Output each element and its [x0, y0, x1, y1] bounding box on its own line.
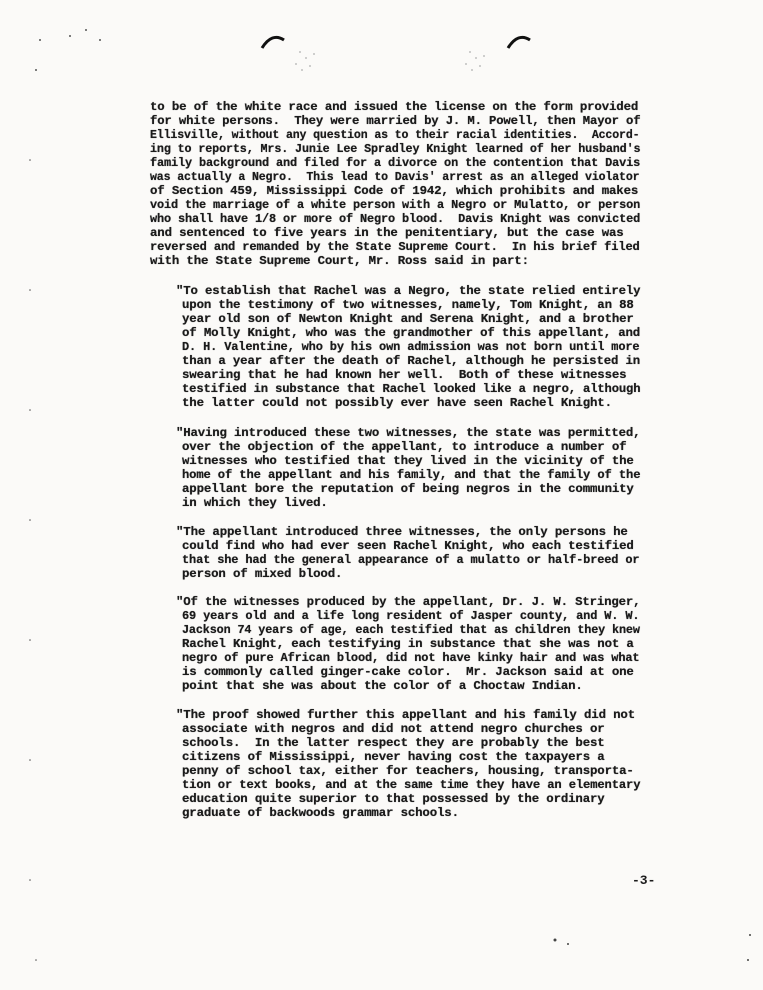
text-line: reversed and remanded by the State Supreme Court. In his brief filed	[150, 240, 640, 254]
text-line: 69 years old and a life long resident of Jasper county, and W. W.	[182, 609, 640, 623]
left-margin-specks	[29, 29, 101, 961]
text-line: over the objection of the appellant, to introduce a number of	[182, 440, 627, 454]
smudge-right	[465, 51, 485, 71]
text-line: D. H. Valentine, who by his own admission was not born until more	[182, 340, 640, 354]
text-line: with the State Supreme Court, Mr. Ross said in part:	[150, 254, 529, 268]
text-line: of Section 459, Mississippi Code of 1942, which prohibits and makes	[150, 184, 639, 198]
text-line: upon the testimony of two witnesses, namely, Tom Knight, an 88	[182, 298, 634, 312]
text-line: the latter could not possibly ever have seen Rachel Knight.	[182, 396, 612, 410]
text-line: penny of school tax, either for teachers, housing, transporta-	[182, 764, 634, 778]
text-line: Jackson 74 years of age, each testified that as children they knew	[182, 623, 640, 637]
text-line: education quite superior to that possessed by the ordinary	[182, 792, 605, 806]
text-line: point that she was about the color of a Choctaw Indian.	[182, 679, 583, 693]
text-line: who shall have 1/8 or more of Negro blood. Davis Knight was convicted	[150, 212, 641, 226]
text-line: negro of pure African blood, did not have kinky hair and was what	[182, 651, 640, 665]
text-line: to be of the white race and issued the license on the form provided	[150, 100, 639, 114]
text-line: "Of the witnesses produced by the appellant, Dr. J. W. Stringer,	[176, 595, 641, 609]
text-line: appellant bore the reputation of being negros in the community	[182, 482, 634, 496]
text-line: graduate of backwoods grammar schools.	[182, 806, 459, 820]
hole-arc-right	[508, 37, 530, 48]
text-line: "To establish that Rachel was a Negro, the state relied entirely	[176, 284, 641, 298]
text-line: could find who had ever seen Rachel Knight, who each testified	[182, 539, 634, 553]
text-line: person of mixed blood.	[182, 567, 343, 581]
text-line: is commonly called ginger-cake color. Mr. Jackson said at one	[182, 665, 634, 679]
text-line: than a year after the death of Rachel, although he persisted in	[182, 354, 641, 368]
text-line: tion or text books, and at the same time they have an elementary	[182, 778, 641, 792]
hole-arc-left	[262, 37, 284, 48]
text-line: ing to reports, Mrs. Junie Lee Spradley Knight learned of her husband's	[150, 142, 641, 156]
text-line: void the marriage of a white person with a Negro or Mulatto, or person	[150, 198, 641, 212]
text-line: was actually a Negro. This lead to Davis' arrest as an alleged violator	[150, 170, 640, 184]
text-line: year old son of Newton Knight and Serena Knight, and a brother	[182, 312, 634, 326]
text-line: associate with negros and did not attend negro churches or	[182, 722, 605, 736]
text-line: "The proof showed further this appellant and his family did not	[176, 708, 635, 722]
text-line: home of the appellant and his family, and that the family of the	[182, 468, 641, 482]
page-number: -3-	[632, 873, 656, 888]
text-line: of Molly Knight, who was the grandmother of this appellant, and	[182, 326, 641, 340]
text-line: in which they lived.	[182, 496, 328, 510]
text-line: Rachel Knight, each testifying in substance that she was not a	[182, 637, 634, 651]
bottom-specks	[554, 934, 752, 961]
text-line: for white persons. They were married by J. M. Powell, then Mayor of	[150, 114, 641, 128]
smudge-left	[295, 51, 315, 71]
text-line: Ellisville, without any question as to their racial identities. Accord-	[150, 128, 640, 142]
text-line: "Having introduced these two witnesses, the state was permitted,	[176, 426, 641, 440]
text-line: family background and filed for a divorce on the contention that Davis	[150, 156, 641, 170]
text-line: testified in substance that Rachel looked like a negro, although	[182, 382, 641, 396]
text-line: and sentenced to five years in the penitentiary, but the case was	[150, 226, 624, 240]
text-line: citizens of Mississippi, never having cost the taxpayers a	[182, 750, 605, 764]
text-line: swearing that he had known her well. Both of these witnesses	[182, 368, 627, 382]
text-line: schools. In the latter respect they are probably the best	[182, 736, 605, 750]
text-line: witnesses who testified that they lived in the vicinity of the	[182, 454, 634, 468]
text-line: "The appellant introduced three witnesses, the only persons he	[176, 525, 628, 539]
text-line: that she had the general appearance of a mulatto or half-breed or	[182, 553, 640, 567]
